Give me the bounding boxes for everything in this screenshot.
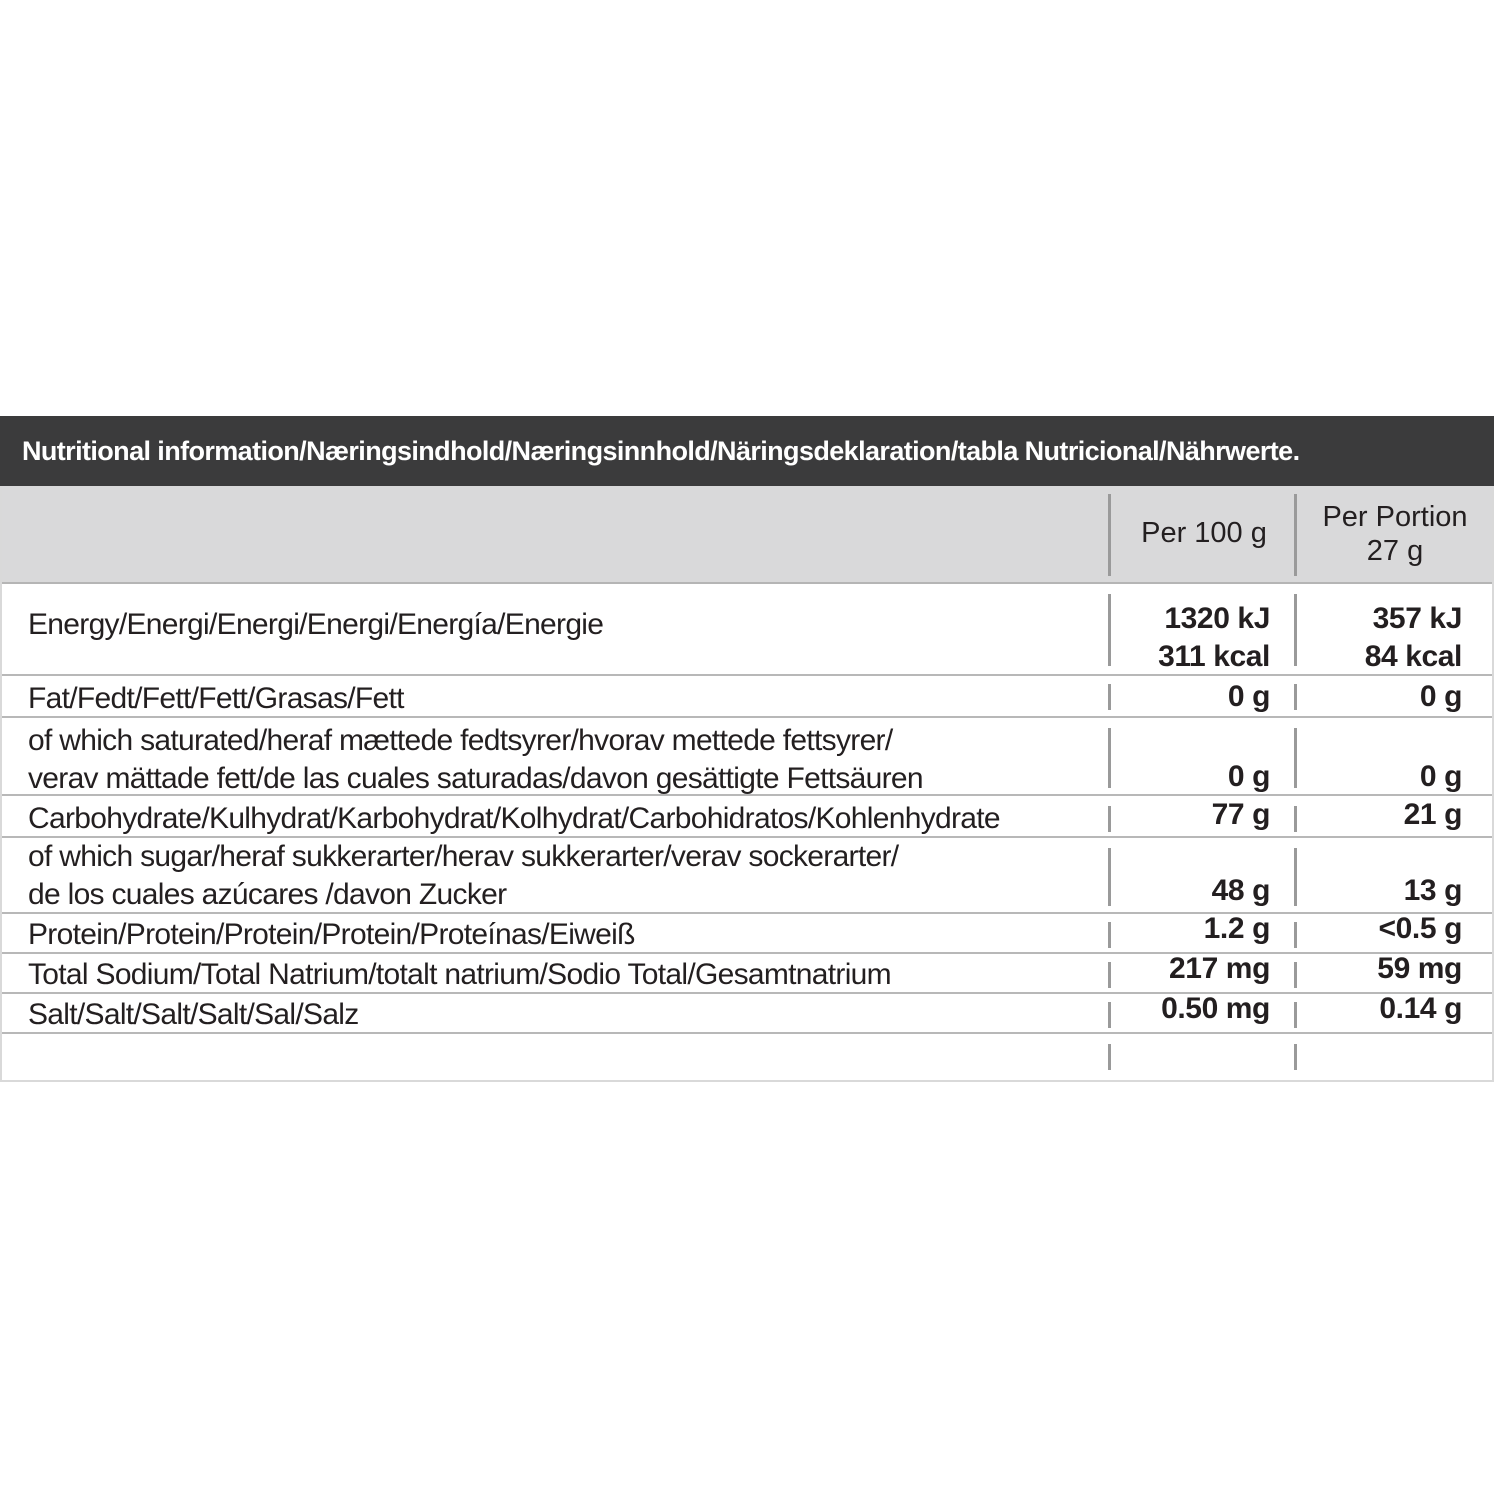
row-label: of which sugar/heraf sukkerarter/herav sukkerarter/verav sockerarter/ bbox=[28, 840, 899, 873]
value-per-portion: 21 g bbox=[1403, 798, 1462, 831]
column-divider bbox=[1294, 1044, 1297, 1070]
row-carbohydrate bbox=[2, 796, 1492, 838]
column-divider bbox=[1108, 594, 1111, 666]
row-label: Total Sodium/Total Natrium/totalt natrium/Sodio Total/Gesamtnatrium bbox=[28, 958, 891, 991]
row-salt bbox=[2, 994, 1492, 1034]
row-label: of which saturated/heraf mættede fedtsyrer/hvorav mettede fettsyrer/ bbox=[28, 724, 893, 757]
value-per-portion: 0 g bbox=[1419, 760, 1462, 793]
column-divider bbox=[1294, 848, 1297, 906]
row-saturated bbox=[2, 718, 1492, 796]
nutrition-table bbox=[0, 416, 1494, 1082]
column-divider bbox=[1108, 848, 1111, 906]
value-per-portion: 0.14 g bbox=[1379, 992, 1462, 1025]
value-per-portion: 59 mg bbox=[1377, 952, 1462, 985]
column-divider bbox=[1108, 1044, 1111, 1070]
value-per-100g: 217 mg bbox=[1169, 952, 1270, 985]
row-label: Salt/Salt/Salt/Salt/Sal/Salz bbox=[28, 998, 359, 1031]
row-fat bbox=[2, 676, 1492, 718]
row-label: Fat/Fedt/Fett/Fett/Grasas/Fett bbox=[28, 682, 404, 715]
value-per-portion: 13 g bbox=[1403, 874, 1462, 907]
value-per-100g: 48 g bbox=[1211, 874, 1270, 907]
row-sodium bbox=[2, 954, 1492, 994]
column-divider bbox=[1108, 684, 1111, 710]
row-label: Energy/Energi/Energi/Energi/Energía/Energie bbox=[28, 608, 604, 641]
value-per-portion: 84 kcal bbox=[1364, 640, 1462, 673]
row-label: de los cuales azúcares /davon Zucker bbox=[28, 878, 507, 911]
column-divider bbox=[1108, 728, 1111, 788]
row-energy bbox=[2, 584, 1492, 676]
table-title: Nutritional information/Næringsindhold/Næringsinnhold/Näringsdeklaration/tabla Nutricional/Nährwerte. bbox=[0, 416, 1494, 486]
header-per-portion bbox=[1298, 500, 1492, 568]
column-divider bbox=[1108, 494, 1111, 576]
header-per-portion-line1: Per Portion bbox=[1322, 501, 1468, 533]
column-divider bbox=[1294, 594, 1297, 666]
column-divider bbox=[1294, 962, 1297, 988]
header-per-portion-line2: 27 g bbox=[1366, 535, 1424, 567]
value-per-100g: 1.2 g bbox=[1203, 912, 1270, 945]
column-divider bbox=[1294, 1002, 1297, 1028]
header-per-100g: Per 100 g bbox=[1141, 517, 1267, 549]
column-divider bbox=[1294, 684, 1297, 710]
column-divider bbox=[1108, 806, 1111, 832]
column-divider bbox=[1108, 962, 1111, 988]
column-divider bbox=[1108, 1002, 1111, 1028]
column-divider bbox=[1294, 922, 1297, 948]
value-per-portion: <0.5 g bbox=[1378, 912, 1462, 945]
value-per-100g: 0 g bbox=[1227, 680, 1270, 713]
value-per-100g: 0.50 mg bbox=[1161, 992, 1270, 1025]
value-per-100g: 77 g bbox=[1211, 798, 1270, 831]
column-divider bbox=[1108, 922, 1111, 948]
row-sugar bbox=[2, 838, 1492, 914]
value-per-100g: 1320 kJ bbox=[1164, 602, 1270, 635]
row-empty bbox=[2, 1034, 1492, 1080]
column-header-row bbox=[2, 486, 1492, 584]
row-label: Protein/Protein/Protein/Protein/Proteínas/Eiweiß bbox=[28, 918, 635, 951]
column-divider bbox=[1294, 728, 1297, 788]
row-label: verav mättade fett/de las cuales saturadas/davon gesättigte Fettsäuren bbox=[28, 762, 923, 795]
row-label: Carbohydrate/Kulhydrat/Karbohydrat/Kolhydrat/Carbohidratos/Kohlenhydrate bbox=[28, 802, 1000, 835]
column-divider bbox=[1294, 806, 1297, 832]
value-per-100g: 0 g bbox=[1227, 760, 1270, 793]
value-per-portion: 0 g bbox=[1419, 680, 1462, 713]
value-per-portion: 357 kJ bbox=[1372, 602, 1462, 635]
row-protein bbox=[2, 914, 1492, 954]
value-per-100g: 311 kcal bbox=[1158, 640, 1270, 673]
